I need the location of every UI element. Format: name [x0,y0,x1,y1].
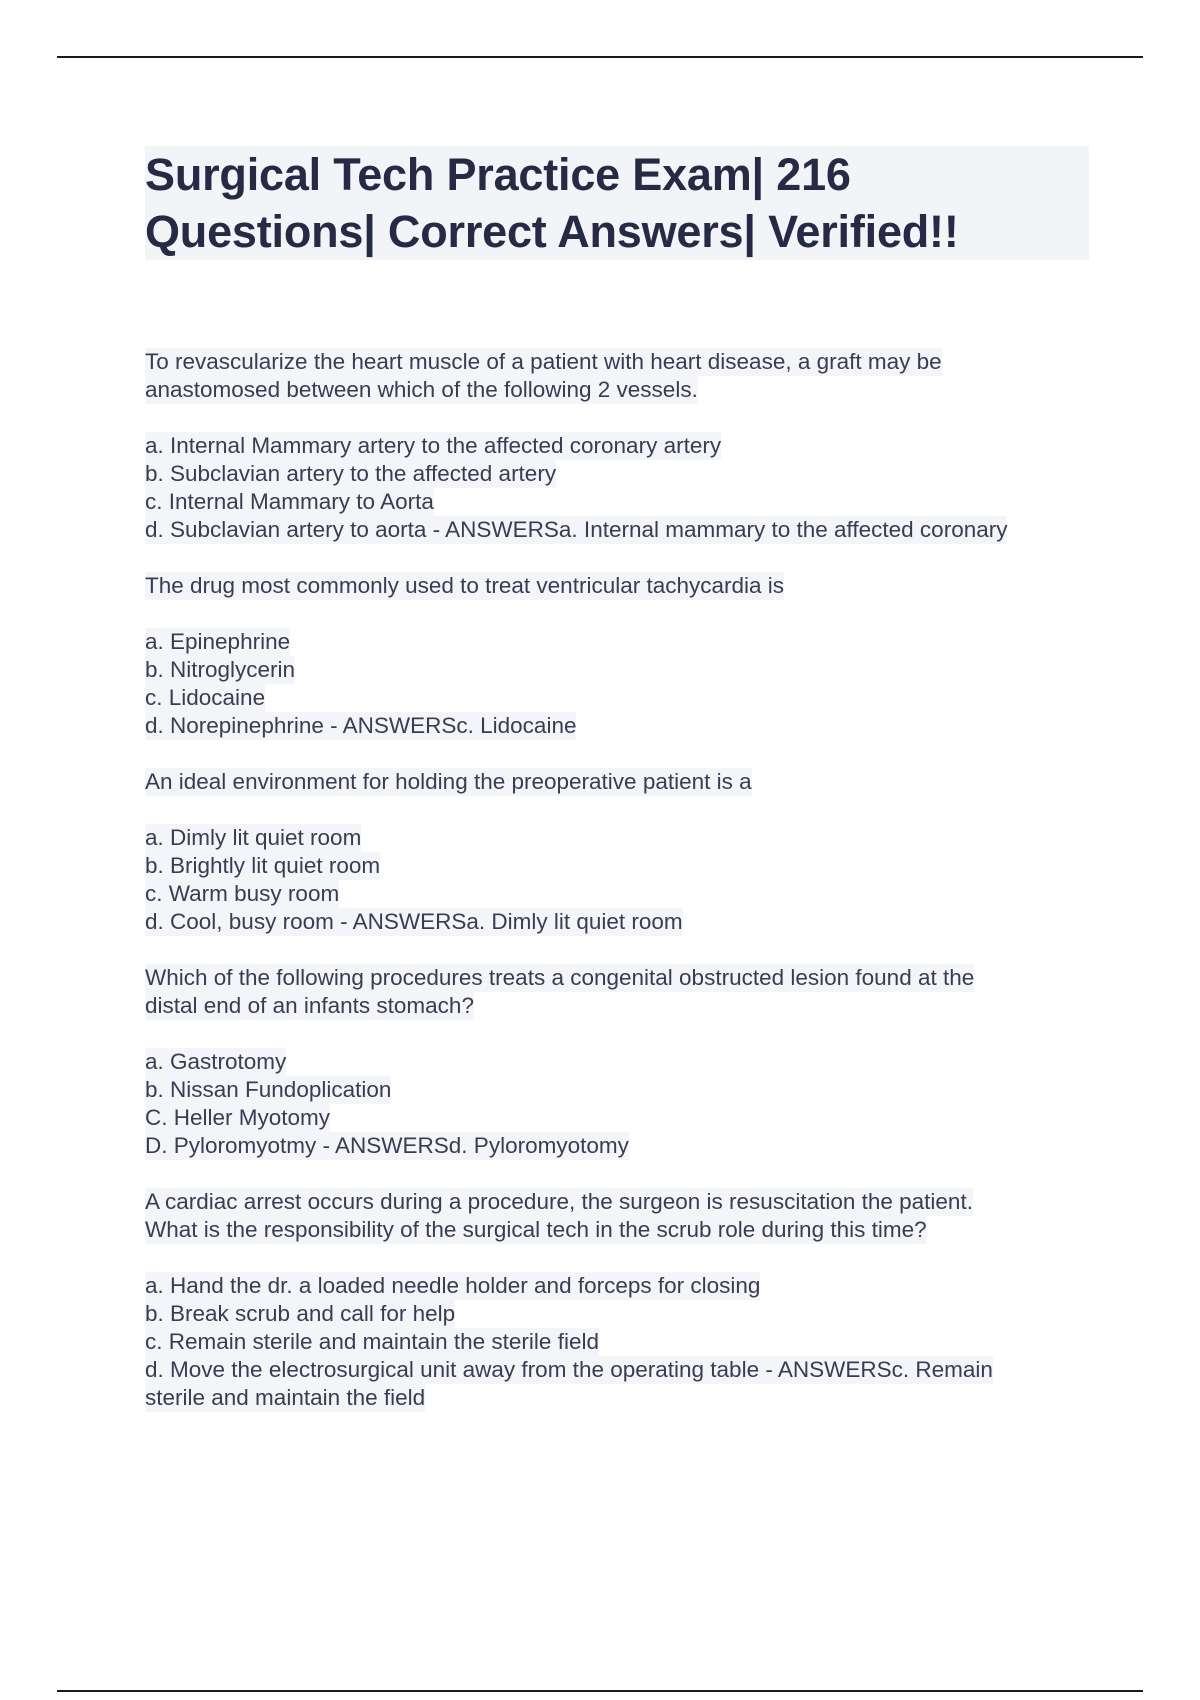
footer-rule [57,1690,1143,1692]
answer-option: a. Gastrotomy [145,1049,287,1074]
answer-option: b. Nitroglycerin [145,657,296,682]
answer-option: d. Norepinephrine - ANSWERSc. Lidocaine [145,713,577,738]
answer-option: d. Subclavian artery to aorta - ANSWERSa. Internal mammary to the affected coronary [145,517,1008,542]
question-item [145,348,1089,544]
question-list [145,348,1089,1412]
answer-option: b. Subclavian artery to the affected artery [145,461,557,486]
header-rule [57,56,1143,58]
question-stem: To revascularize the heart muscle of a patient with heart disease, a graft may be [145,349,942,374]
title-line: Questions| Correct Answers| Verified!! [145,206,959,257]
answer-option: c. Remain sterile and maintain the sterile field [145,1329,599,1354]
question-item [145,1188,1089,1412]
question-stem: The drug most commonly used to treat ventricular tachycardia is [145,573,785,598]
question-item [145,964,1089,1160]
answer-option: a. Hand the dr. a loaded needle holder and forceps for closing [145,1273,761,1298]
answer-option: b. Brightly lit quiet room [145,853,381,878]
answer-option: c. Lidocaine [145,685,266,710]
question-stem: An ideal environment for holding the preoperative patient is a [145,769,752,794]
question-item [145,768,1089,936]
answer-option: c. Warm busy room [145,881,340,906]
answer-option: C. Heller Myotomy [145,1105,331,1130]
document-body [145,146,1089,1440]
answer-option: a. Epinephrine [145,629,291,654]
question-item [145,572,1089,740]
answer-option: D. Pyloromyotmy - ANSWERSd. Pyloromyotomy [145,1133,629,1158]
answer-option: b. Nissan Fundoplication [145,1077,392,1102]
question-stem: anastomosed between which of the following 2 vessels. [145,377,698,402]
answer-option: a. Internal Mammary artery to the affected coronary artery [145,433,722,458]
answer-option: sterile and maintain the field [145,1385,426,1410]
document-title [145,146,1089,260]
question-stem: Which of the following procedures treats a congenital obstructed lesion found at the [145,965,975,990]
answer-option: d. Move the electrosurgical unit away from the operating table - ANSWERSc. Remain [145,1357,993,1382]
question-stem: distal end of an infants stomach? [145,993,474,1018]
answer-option: b. Break scrub and call for help [145,1301,456,1326]
answer-option: d. Cool, busy room - ANSWERSa. Dimly lit quiet room [145,909,683,934]
title-line: Surgical Tech Practice Exam| 216 [145,149,851,200]
answer-option: c. Internal Mammary to Aorta [145,489,434,514]
answer-option: a. Dimly lit quiet room [145,825,362,850]
question-stem: A cardiac arrest occurs during a procedure, the surgeon is resuscitation the patient. [145,1189,973,1214]
question-stem: What is the responsibility of the surgical tech in the scrub role during this time? [145,1217,927,1242]
